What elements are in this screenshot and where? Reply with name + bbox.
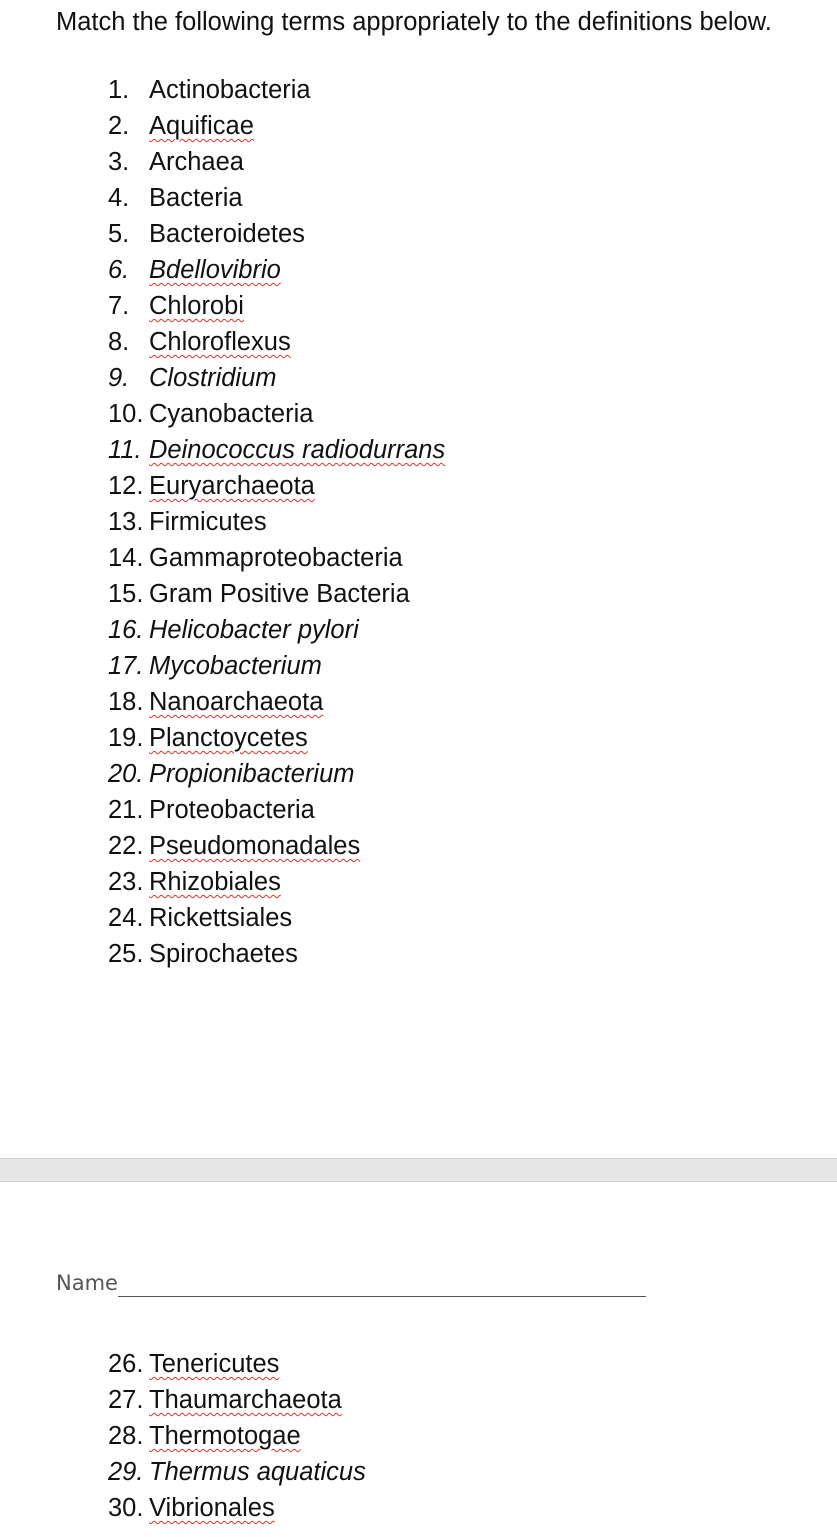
name-field[interactable] bbox=[56, 1268, 646, 1297]
term-item bbox=[108, 576, 445, 612]
term-number: 5. bbox=[108, 220, 130, 248]
term-label: Proteobacteria bbox=[149, 796, 315, 824]
term-item bbox=[108, 1346, 366, 1382]
term-number: 12. bbox=[108, 472, 144, 500]
term-label: Vibrionales bbox=[149, 1494, 275, 1522]
term-number: 29. bbox=[108, 1458, 144, 1486]
term-label: Gram Positive Bacteria bbox=[149, 580, 410, 608]
term-label: Thermus aquaticus bbox=[149, 1458, 366, 1486]
term-number: 15. bbox=[108, 580, 144, 608]
term-label: Thermotogae bbox=[149, 1422, 301, 1450]
term-item bbox=[108, 612, 445, 648]
term-label: Mycobacterium bbox=[149, 652, 322, 680]
term-number: 14. bbox=[108, 544, 144, 572]
term-label: Chlorobi bbox=[149, 292, 244, 320]
term-label: Deinococcus radiodurrans bbox=[149, 436, 446, 464]
term-item bbox=[108, 360, 445, 396]
term-number: 4. bbox=[108, 184, 130, 212]
term-item bbox=[108, 720, 445, 756]
term-label: Firmicutes bbox=[149, 508, 267, 536]
term-item bbox=[108, 1418, 366, 1454]
term-number: 16. bbox=[108, 616, 144, 644]
term-label: Chloroflexus bbox=[149, 328, 291, 356]
term-label: Aquificae bbox=[149, 112, 254, 140]
term-number: 8. bbox=[108, 328, 130, 356]
term-number: 30. bbox=[108, 1494, 144, 1522]
term-number: 19. bbox=[108, 724, 144, 752]
term-item bbox=[108, 648, 445, 684]
term-item bbox=[108, 540, 445, 576]
name-label: Name bbox=[56, 1271, 118, 1295]
term-label: Bacteroidetes bbox=[149, 220, 305, 248]
term-label: Archaea bbox=[149, 148, 244, 176]
term-number: 22. bbox=[108, 832, 144, 860]
term-number: 24. bbox=[108, 904, 144, 932]
term-label: Actinobacteria bbox=[149, 76, 311, 104]
term-item bbox=[108, 900, 445, 936]
term-number: 17. bbox=[108, 652, 144, 680]
term-item bbox=[108, 396, 445, 432]
term-item bbox=[108, 828, 445, 864]
terms-list-part-1 bbox=[108, 72, 445, 972]
term-number: 6. bbox=[108, 256, 130, 284]
terms-list-part-2 bbox=[108, 1346, 366, 1526]
term-label: Thaumarchaeota bbox=[149, 1386, 342, 1414]
term-number: 2. bbox=[108, 112, 130, 140]
term-label: Gammaproteobacteria bbox=[149, 544, 403, 572]
name-blank-line[interactable] bbox=[118, 1268, 646, 1297]
term-item bbox=[108, 792, 445, 828]
term-label: Helicobacter pylori bbox=[149, 616, 359, 644]
term-item bbox=[108, 216, 445, 252]
term-label: Clostridium bbox=[149, 364, 277, 392]
term-item bbox=[108, 1490, 366, 1526]
term-number: 11. bbox=[108, 436, 142, 464]
term-label: Planctoycetes bbox=[149, 724, 308, 752]
term-item bbox=[108, 72, 445, 108]
term-item bbox=[108, 468, 445, 504]
term-number: 28. bbox=[108, 1422, 144, 1450]
term-item bbox=[108, 504, 445, 540]
term-item bbox=[108, 1382, 366, 1418]
term-label: Tenericutes bbox=[149, 1350, 280, 1378]
term-item bbox=[108, 864, 445, 900]
term-item bbox=[108, 252, 445, 288]
instructions-heading: Match the following terms appropriately to the definitions below. bbox=[56, 8, 772, 36]
term-number: 20. bbox=[108, 760, 144, 788]
term-item bbox=[108, 1454, 366, 1490]
term-number: 3. bbox=[108, 148, 130, 176]
term-label: Nanoarchaeota bbox=[149, 688, 324, 716]
term-number: 27. bbox=[108, 1386, 144, 1414]
term-item bbox=[108, 936, 445, 972]
term-number: 1. bbox=[108, 76, 130, 104]
term-item bbox=[108, 108, 445, 144]
term-label: Rhizobiales bbox=[149, 868, 281, 896]
term-item bbox=[108, 180, 445, 216]
term-number: 9. bbox=[108, 364, 130, 392]
term-number: 13. bbox=[108, 508, 144, 536]
term-number: 10. bbox=[108, 400, 144, 428]
term-number: 26. bbox=[108, 1350, 144, 1378]
term-label: Cyanobacteria bbox=[149, 400, 314, 428]
term-number: 23. bbox=[108, 868, 144, 896]
term-item bbox=[108, 324, 445, 360]
term-label: Euryarchaeota bbox=[149, 472, 315, 500]
term-label: Spirochaetes bbox=[149, 940, 298, 968]
term-label: Propionibacterium bbox=[149, 760, 355, 788]
term-item bbox=[108, 684, 445, 720]
term-label: Bdellovibrio bbox=[149, 256, 281, 284]
term-label: Bacteria bbox=[149, 184, 243, 212]
term-number: 25. bbox=[108, 940, 144, 968]
term-item bbox=[108, 756, 445, 792]
term-number: 21. bbox=[108, 796, 144, 824]
term-item bbox=[108, 288, 445, 324]
page-separator bbox=[0, 1158, 837, 1182]
term-item bbox=[108, 432, 445, 468]
term-label: Rickettsiales bbox=[149, 904, 293, 932]
term-number: 18. bbox=[108, 688, 144, 716]
term-item bbox=[108, 144, 445, 180]
term-number: 7. bbox=[108, 292, 130, 320]
term-label: Pseudomonadales bbox=[149, 832, 361, 860]
